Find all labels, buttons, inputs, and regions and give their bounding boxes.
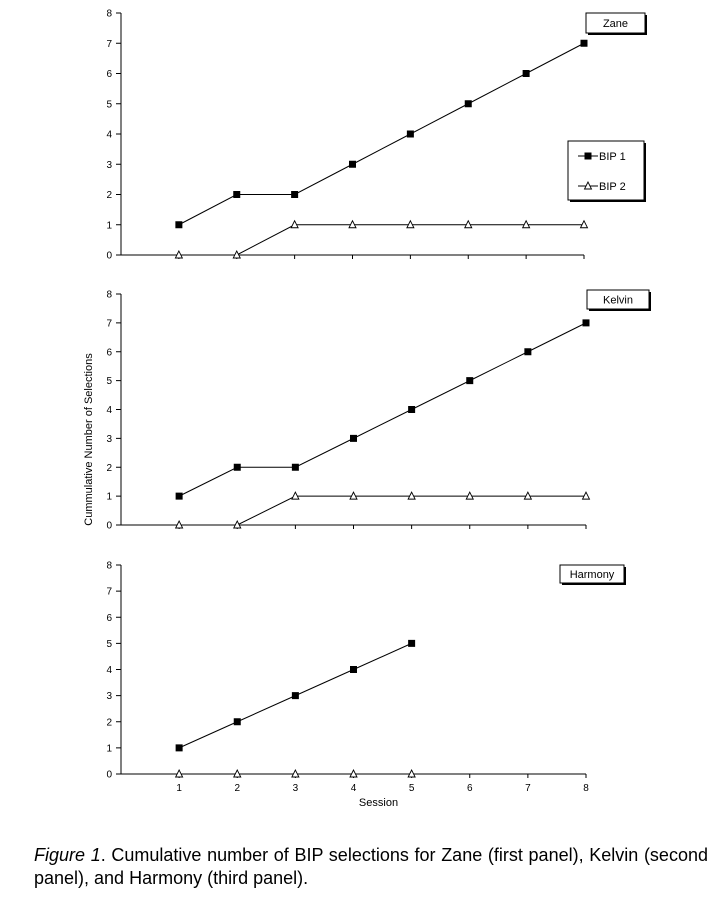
figure-label: Figure 1	[34, 845, 101, 865]
data-point-square	[176, 744, 183, 751]
legend	[568, 141, 646, 202]
x-tick-label: 7	[525, 783, 531, 794]
y-tick-label: 5	[106, 376, 112, 388]
data-point-square	[524, 348, 531, 355]
x-tick-label: 3	[292, 783, 299, 794]
series-bip-2	[176, 492, 590, 528]
data-point-square	[234, 464, 241, 471]
data-point-square	[583, 319, 590, 326]
data-point-square	[175, 221, 182, 228]
y-tick-label: 1	[106, 491, 112, 503]
x-tick-label: 6	[466, 783, 473, 794]
data-point-square	[581, 40, 588, 47]
y-tick-label: 0	[106, 250, 112, 262]
data-point-square	[176, 493, 183, 500]
y-tick-label: 8	[106, 560, 112, 572]
panel-1	[106, 9, 647, 262]
y-tick-label: 6	[106, 69, 112, 80]
series-bip-2	[176, 770, 416, 777]
y-tick-label: 8	[106, 289, 112, 301]
y-tick-label: 5	[106, 99, 112, 111]
y-tick-label: 7	[106, 318, 112, 330]
y-tick-label: 4	[106, 665, 112, 676]
y-tick-label: 2	[106, 462, 112, 474]
x-tick-label: 1	[176, 783, 182, 794]
legend-entry: BIP 2	[599, 181, 626, 193]
y-axis-label: Cummulative Number of Selections	[83, 353, 95, 526]
series-line	[179, 225, 584, 255]
data-point-square	[350, 435, 357, 442]
x-tick-label: 2	[234, 783, 241, 794]
y-tick-label: 7	[106, 38, 112, 50]
x-tick-label: 8	[583, 783, 589, 794]
data-point-square	[408, 640, 415, 647]
series-bip-1	[175, 40, 587, 229]
series-bip-1	[176, 640, 416, 752]
panel-2	[83, 290, 651, 532]
panel-label: Kelvin	[603, 294, 633, 307]
y-tick-label: 3	[106, 433, 112, 445]
series-line	[179, 496, 586, 525]
data-point-square	[291, 191, 298, 198]
x-axis-label: Session	[358, 797, 399, 809]
data-point-square	[408, 406, 415, 413]
y-tick-label: 1	[106, 220, 112, 232]
y-tick-label: 3	[106, 691, 112, 703]
panel-label: Harmony	[569, 569, 615, 581]
panel-label: Zane	[602, 18, 629, 30]
y-tick-label: 6	[106, 612, 112, 624]
y-tick-label: 2	[106, 190, 112, 201]
panel-3	[106, 561, 626, 810]
data-point-square	[292, 692, 299, 699]
data-point-square	[350, 666, 357, 673]
y-tick-label: 8	[106, 8, 112, 20]
figure-caption	[34, 844, 708, 890]
y-tick-label: 3	[106, 159, 112, 171]
data-point-square	[523, 70, 530, 77]
legend-entry: BIP 1	[599, 151, 626, 163]
data-point-square	[233, 191, 240, 198]
y-tick-label: 4	[106, 405, 112, 416]
caption-text: . Cumulative number of BIP selections for Zane (first panel), Kelvin (second panel), and Harmony (third panel).	[34, 845, 708, 888]
y-tick-label: 2	[106, 717, 112, 729]
legend-marker-square	[585, 153, 592, 160]
y-tick-label: 0	[106, 769, 112, 781]
data-point-square	[292, 464, 299, 471]
y-tick-label: 4	[106, 129, 112, 141]
y-tick-label: 6	[106, 347, 112, 359]
x-tick-label: 5	[408, 783, 415, 794]
y-tick-label: 1	[106, 743, 112, 755]
data-point-square	[465, 100, 472, 107]
y-tick-label: 5	[106, 638, 112, 650]
x-tick-label: 4	[350, 783, 357, 794]
data-point-square	[407, 131, 414, 138]
data-point-square	[349, 161, 356, 168]
series-bip-1	[176, 319, 590, 499]
data-point-square	[466, 377, 473, 384]
series-bip-2	[175, 221, 587, 258]
y-tick-label: 7	[106, 586, 112, 598]
y-tick-label: 0	[106, 520, 112, 532]
data-point-square	[234, 718, 241, 725]
